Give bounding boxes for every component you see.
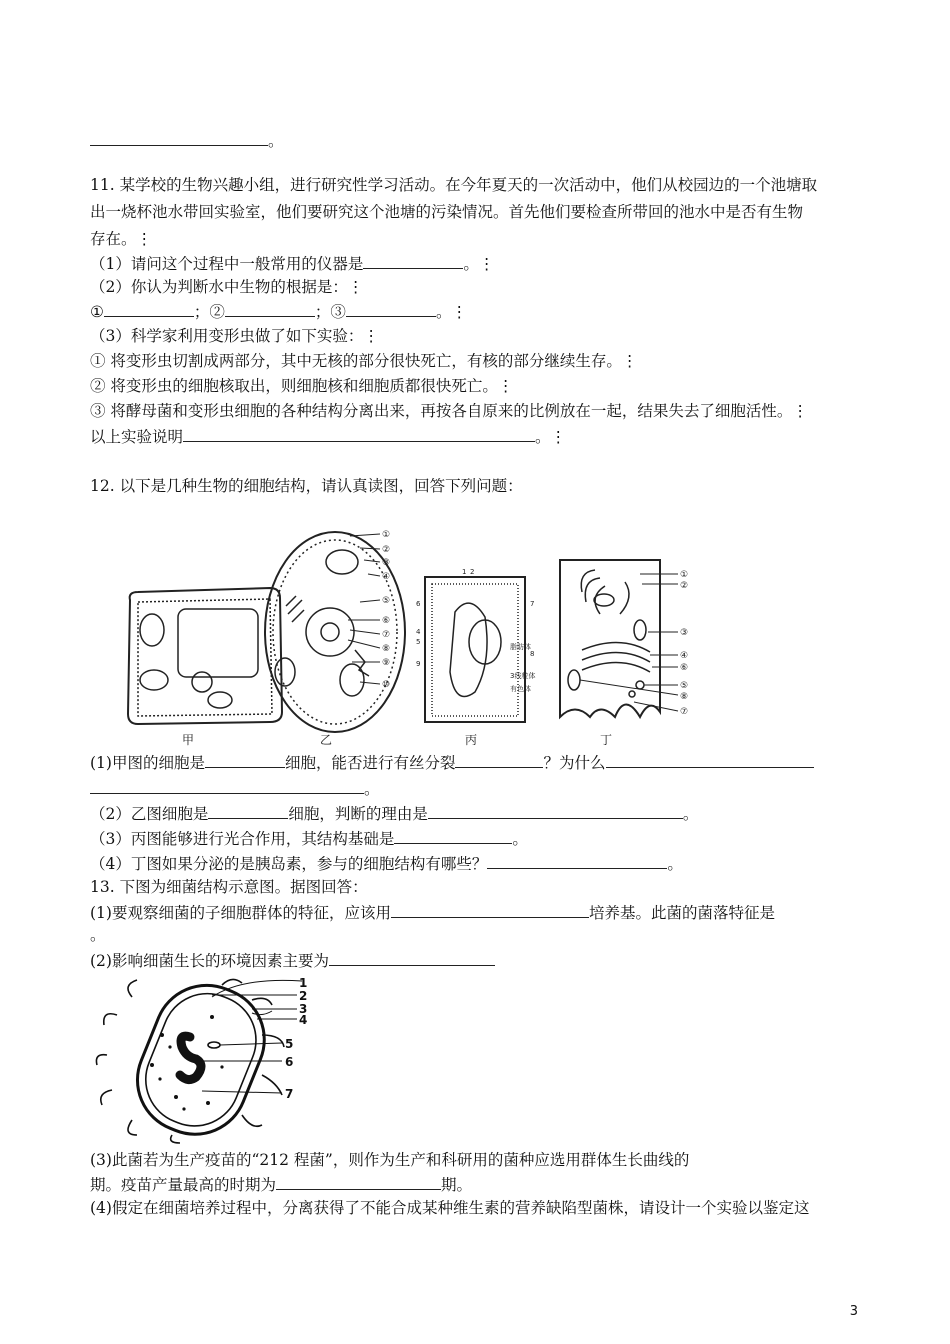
q11-exp1: ① 将变形虫切割成两部分，其中无核的部分很快死亡，有核的部分继续生存。⋮ xyxy=(90,352,638,370)
answer-blank[interactable] xyxy=(455,752,543,768)
q11-part2: （2）你认为判断水中生物的根据是：⋮ xyxy=(90,278,364,296)
svg-text:6: 6 xyxy=(416,600,421,608)
svg-text:④: ④ xyxy=(382,572,391,582)
svg-text:脂肪体: 脂肪体 xyxy=(510,643,531,651)
q12-part4: （4）丁图如果分泌的是胰岛素，参与的细胞结构有哪些？ 。 xyxy=(90,855,683,873)
q12-title: 12. 以下是几种生物的细胞结构，请认真读图，回答下列问题： xyxy=(90,477,523,495)
q13-part1-end: 。 xyxy=(90,926,106,944)
q11-part3: （3）科学家利用变形虫做了如下实验：⋮ xyxy=(90,327,379,345)
svg-text:①: ① xyxy=(382,530,391,540)
answer-blank[interactable] xyxy=(90,130,268,146)
svg-text:7: 7 xyxy=(530,600,535,608)
q13-part3-line1: (3)此菌若为生产疫苗的“212 程菌”，则作为生产和科研用的菌种应选用群体生长曲线的 xyxy=(90,1151,690,1169)
svg-text:7: 7 xyxy=(285,1087,294,1101)
svg-text:1: 1 xyxy=(462,568,467,576)
svg-text:⑨: ⑨ xyxy=(382,658,391,668)
answer-blank[interactable] xyxy=(90,778,364,794)
caption-yi: 乙 xyxy=(320,733,333,747)
q11-exp3: ③ 将酵母菌和变形虫细胞的各种结构分离出来，再按各自原来的比例放在一起，结果失去了细胞活性。⋮ xyxy=(90,402,808,420)
svg-text:2: 2 xyxy=(470,568,475,576)
answer-blank[interactable] xyxy=(606,752,814,768)
answer-blank[interactable] xyxy=(104,301,194,317)
q12-part1-cont: 。 xyxy=(90,778,380,799)
q11-part1: （1）请问这个过程中一般常用的仪器是 。⋮ xyxy=(90,255,495,273)
q13-part1: (1)要观察细菌的子细胞群体的特征，应该用 培养基。此菌的菌落特征是 xyxy=(90,904,775,922)
q11-conclusion: 以上实验说明 。⋮ xyxy=(90,428,567,446)
svg-text:4: 4 xyxy=(299,1013,308,1027)
answer-blank[interactable] xyxy=(183,426,535,442)
svg-text:③: ③ xyxy=(382,558,391,568)
q12-part1: (1)甲图的细胞是 细胞，能否进行有丝分裂 ？为什么 xyxy=(90,752,814,773)
page-number: 3 xyxy=(849,1304,858,1319)
svg-text:2: 2 xyxy=(299,989,308,1003)
svg-text:⑤: ⑤ xyxy=(680,681,689,691)
svg-text:⑤: ⑤ xyxy=(382,596,391,606)
answer-blank[interactable] xyxy=(208,803,288,819)
answer-blank[interactable] xyxy=(276,1174,441,1190)
q12-part3: （3）丙图能够进行光合作用，其结构基础是 。 xyxy=(90,830,528,848)
answer-blank[interactable] xyxy=(428,803,683,819)
svg-text:③: ③ xyxy=(680,628,689,638)
answer-line-top: 。 xyxy=(90,130,284,151)
svg-text:④: ④ xyxy=(680,651,689,661)
svg-text:①: ① xyxy=(680,570,689,580)
q11-stem-line1: 11. 某学校的生物兴趣小组，进行研究性学习活动。在今年夏天的一次活动中，他们从校园边的一个池塘取 xyxy=(90,176,818,194)
svg-text:9: 9 xyxy=(416,660,421,668)
svg-text:⑧: ⑧ xyxy=(382,644,391,654)
caption-jia: 甲 xyxy=(182,733,195,747)
q13-part3-line2: 期。疫苗产量最高的时期为 期。 xyxy=(90,1176,473,1194)
answer-blank[interactable] xyxy=(391,902,589,918)
cell-jia xyxy=(128,588,282,724)
svg-text:8: 8 xyxy=(530,650,535,658)
answer-blank[interactable] xyxy=(394,828,512,844)
svg-text:有色体: 有色体 xyxy=(510,685,531,693)
answer-blank[interactable] xyxy=(205,752,285,768)
q11-exp2: ② 将变形虫的细胞核取出，则细胞核和细胞质都很快死亡。⋮ xyxy=(90,377,514,395)
svg-text:⑧: ⑧ xyxy=(680,692,689,702)
svg-text:②: ② xyxy=(382,545,391,555)
svg-text:4: 4 xyxy=(416,628,421,636)
q13-part2: (2)影响细菌生长的环境因素主要为 xyxy=(90,950,495,971)
caption-bing: 丙 xyxy=(465,733,478,747)
svg-text:⑩: ⑩ xyxy=(382,680,391,690)
q11-stem-line2: 出一烧杯池水带回实验室，他们要研究这个池塘的污染情况。首先他们要检查所带回的池水中是否有生物 xyxy=(90,203,804,221)
svg-text:6: 6 xyxy=(285,1055,294,1069)
svg-text:⑦: ⑦ xyxy=(680,707,689,717)
q13-title: 13. 下图为细菌结构示意图。据图回答： xyxy=(90,878,368,896)
q13-part4: (4)假定在细菌培养过程中，分离获得了不能合成某种维生素的营养缺陷型菌株，请设计一个实验以鉴定这 xyxy=(90,1199,810,1217)
q12-part2: （2）乙图细胞是 细胞，判断的理由是 。 xyxy=(90,805,699,823)
svg-text:5: 5 xyxy=(285,1037,294,1051)
svg-text:⑦: ⑦ xyxy=(382,630,391,640)
answer-blank[interactable] xyxy=(363,253,463,269)
svg-text:1: 1 xyxy=(299,976,308,990)
answer-blank[interactable] xyxy=(346,301,436,317)
q11-part2-blanks: ① ；② ；③ 。⋮ xyxy=(90,303,467,321)
svg-text:②: ② xyxy=(680,581,689,591)
q11-stem-line3: 存在。⋮ xyxy=(90,230,153,248)
caption-ding: 丁 xyxy=(600,733,613,747)
answer-blank[interactable] xyxy=(225,301,315,317)
svg-text:⑥: ⑥ xyxy=(680,663,689,673)
svg-text:⑥: ⑥ xyxy=(382,616,391,626)
svg-text:5: 5 xyxy=(416,638,421,646)
cell-structure-figure xyxy=(120,522,720,747)
svg-text:3线粒体: 3线粒体 xyxy=(510,672,536,680)
svg-text:3: 3 xyxy=(299,1002,308,1016)
bacterium-figure xyxy=(92,975,332,1145)
answer-blank[interactable] xyxy=(487,853,667,869)
answer-blank[interactable] xyxy=(329,950,495,966)
